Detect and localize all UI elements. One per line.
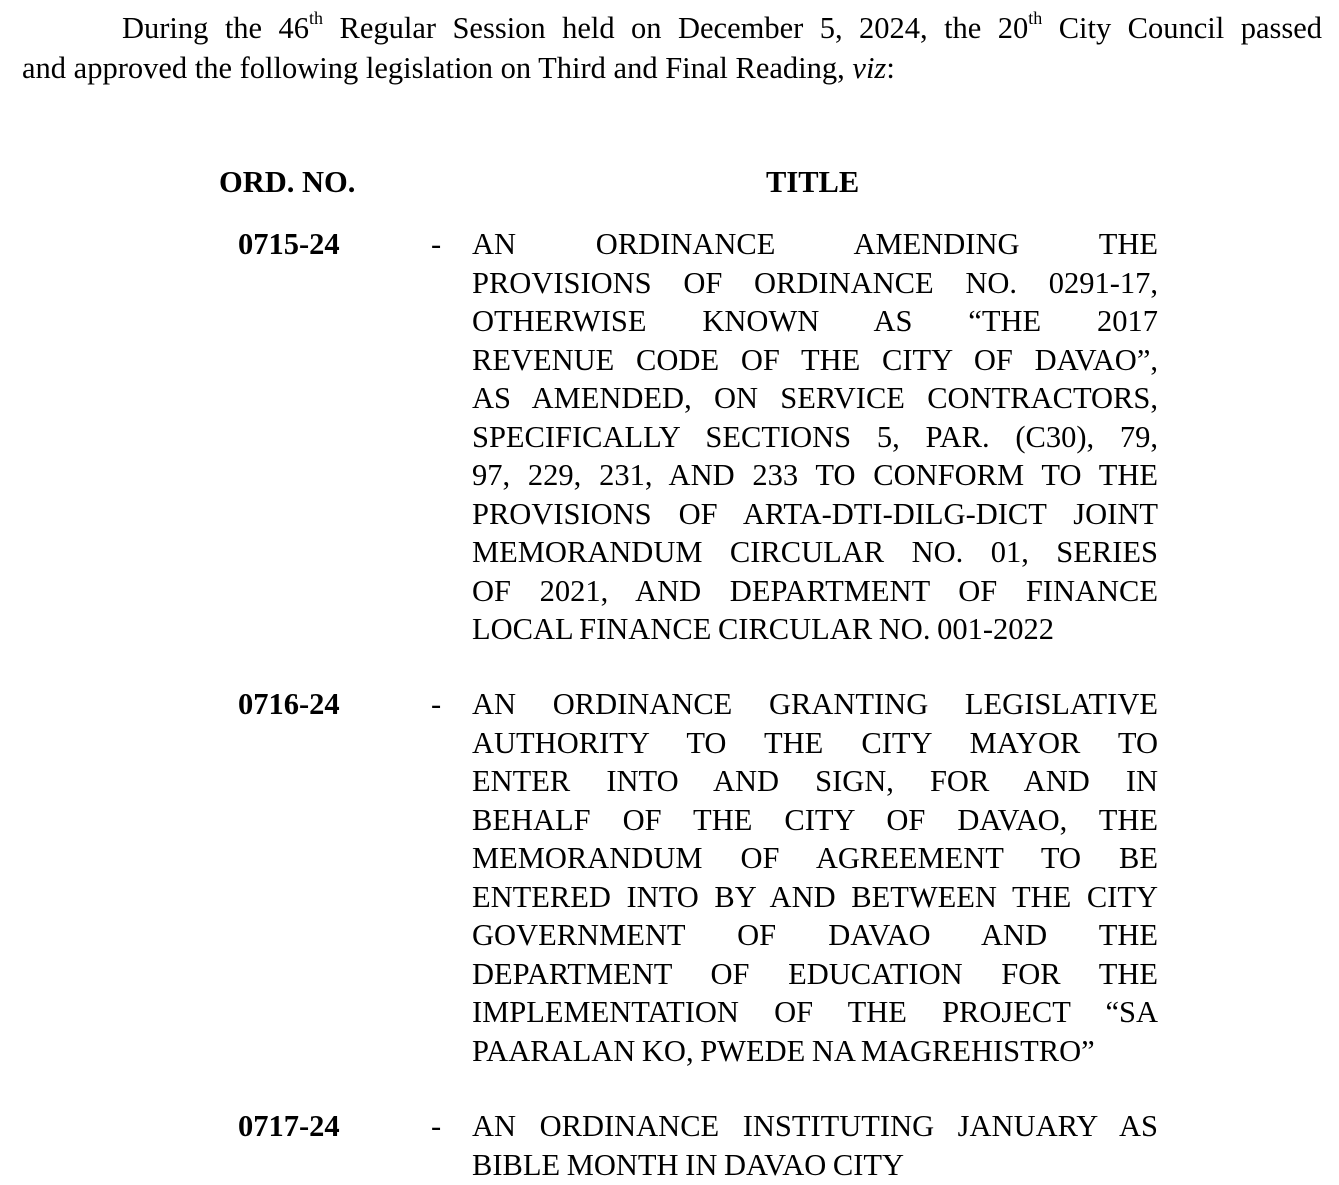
title-line: PROVISIONS OF ARTA-DTI-DILG-DICT JOINT [472,496,1158,531]
ordinance-title [472,685,1158,1070]
separator-dash: - [431,687,442,721]
title-line: DEPARTMENT OF EDUCATION FOR THE [472,956,1158,991]
title-line: LOCAL FINANCE CIRCULAR NO. 001-2022 [472,612,1054,646]
title-line: AUTHORITY TO THE CITY MAYOR TO [472,725,1158,760]
ordinance-number: 0715-24 [238,227,340,261]
separator-dash: - [431,1109,442,1143]
title-line: OF 2021, AND DEPARTMENT OF FINANCE [472,573,1158,608]
intro-italic: viz [852,51,887,85]
title-line: ENTER INTO AND SIGN, FOR AND IN [472,764,1158,798]
title-line: GOVERNMENT OF DAVAO AND THE [472,918,1158,952]
column-header-title: TITLE [766,165,860,199]
title-line: AS AMENDED, ON SERVICE CONTRACTORS, [472,381,1158,415]
column-header-ord-no: ORD. NO. [219,165,356,199]
title-line: BIBLE MONTH IN DAVAO CITY [472,1147,905,1182]
intro-line-2 [22,48,1322,88]
title-line: MEMORANDUM CIRCULAR NO. 01, SERIES [472,535,1158,569]
title-line: REVENUE CODE OF THE CITY OF DAVAO”, [472,342,1158,377]
intro-text: During the 46 [122,11,310,45]
ordinal-suffix: th [1028,7,1043,28]
title-line: OTHERWISE KNOWN AS “THE 2017 [472,304,1158,338]
ordinal-suffix: th [309,7,324,28]
intro-text: City Council passed [1042,11,1323,45]
ordinance-number: 0716-24 [238,687,340,721]
intro-text: and approved the following legislation on Third and Final Reading, [22,51,853,85]
title-line: AN ORDINANCE INSTITUTING JANUARY AS [472,1109,1158,1143]
title-line: PROVISIONS OF ORDINANCE NO. 0291-17, [472,265,1158,300]
separator-dash: - [431,227,442,261]
title-line: 97, 229, 231, AND 233 TO CONFORM TO THE [472,458,1158,492]
intro-text: : [886,51,895,85]
title-line: PAARALAN KO, PWEDE NA MAGREHISTRO” [472,1033,1095,1068]
title-line: ENTERED INTO BY AND BETWEEN THE CITY [472,879,1158,914]
ordinance-title [472,1107,1158,1184]
title-line: BEHALF OF THE CITY OF DAVAO, THE [472,802,1158,837]
title-line: SPECIFICALLY SECTIONS 5, PAR. (C30), 79, [472,419,1158,454]
intro-paragraph [22,8,1322,88]
title-line: AN ORDINANCE GRANTING LEGISLATIVE [472,687,1158,721]
title-line: AN ORDINANCE AMENDING THE [472,227,1158,261]
intro-line-1 [22,8,1322,48]
intro-text: Regular Session held on December 5, 2024, the 20 [323,11,1029,45]
title-line: IMPLEMENTATION OF THE PROJECT “SA [472,995,1158,1029]
title-line: MEMORANDUM OF AGREEMENT TO BE [472,841,1158,875]
ordinance-number: 0717-24 [238,1109,340,1143]
ordinance-title [472,225,1158,649]
